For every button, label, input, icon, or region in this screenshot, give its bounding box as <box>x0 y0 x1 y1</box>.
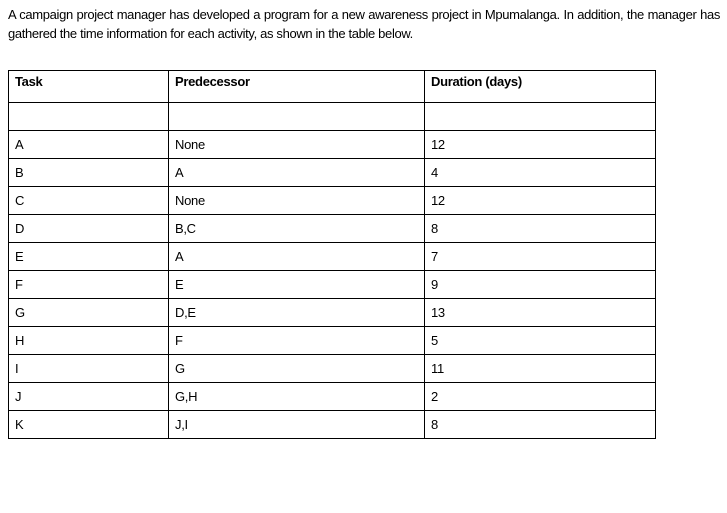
duration-cell: 13 <box>425 299 656 327</box>
predecessor-cell: F <box>169 327 425 355</box>
task-cell: I <box>9 355 169 383</box>
table-row <box>9 299 656 327</box>
empty-cell <box>169 103 425 131</box>
task-cell: J <box>9 383 169 411</box>
task-cell: H <box>9 327 169 355</box>
task-cell: B <box>9 159 169 187</box>
duration-cell: 9 <box>425 271 656 299</box>
table-row <box>9 215 656 243</box>
header-task: Task <box>9 71 169 103</box>
empty-cell <box>9 103 169 131</box>
empty-cell <box>425 103 656 131</box>
predecessor-cell: A <box>169 243 425 271</box>
task-cell: C <box>9 187 169 215</box>
table-row <box>9 187 656 215</box>
header-row <box>9 71 656 103</box>
duration-cell: 2 <box>425 383 656 411</box>
empty-row <box>9 103 656 131</box>
intro-paragraph: A campaign project manager has developed a program for a new awareness project in Mpumalanga. In addition, the manager has gathered the time information for each activity, as shown in the table below. <box>8 7 720 41</box>
duration-cell: 7 <box>425 243 656 271</box>
duration-cell: 12 <box>425 131 656 159</box>
duration-cell: 4 <box>425 159 656 187</box>
table-row <box>9 383 656 411</box>
activity-table <box>8 70 656 439</box>
table-row <box>9 327 656 355</box>
table-row <box>9 355 656 383</box>
duration-cell: 8 <box>425 215 656 243</box>
duration-cell: 12 <box>425 187 656 215</box>
duration-cell: 8 <box>425 411 656 439</box>
predecessor-cell: E <box>169 271 425 299</box>
header-duration: Duration (days) <box>425 71 656 103</box>
duration-cell: 5 <box>425 327 656 355</box>
task-cell: G <box>9 299 169 327</box>
predecessor-cell: G <box>169 355 425 383</box>
task-cell: E <box>9 243 169 271</box>
table-row <box>9 271 656 299</box>
table-row <box>9 243 656 271</box>
table-row <box>9 159 656 187</box>
task-cell: D <box>9 215 169 243</box>
task-cell: K <box>9 411 169 439</box>
predecessor-cell: None <box>169 187 425 215</box>
duration-cell: 11 <box>425 355 656 383</box>
predecessor-cell: A <box>169 159 425 187</box>
predecessor-cell: G,H <box>169 383 425 411</box>
header-predecessor: Predecessor <box>169 71 425 103</box>
predecessor-cell: B,C <box>169 215 425 243</box>
predecessor-cell: D,E <box>169 299 425 327</box>
predecessor-cell: J,I <box>169 411 425 439</box>
task-cell: F <box>9 271 169 299</box>
table-row <box>9 411 656 439</box>
predecessor-cell: None <box>169 131 425 159</box>
table-row <box>9 131 656 159</box>
task-cell: A <box>9 131 169 159</box>
